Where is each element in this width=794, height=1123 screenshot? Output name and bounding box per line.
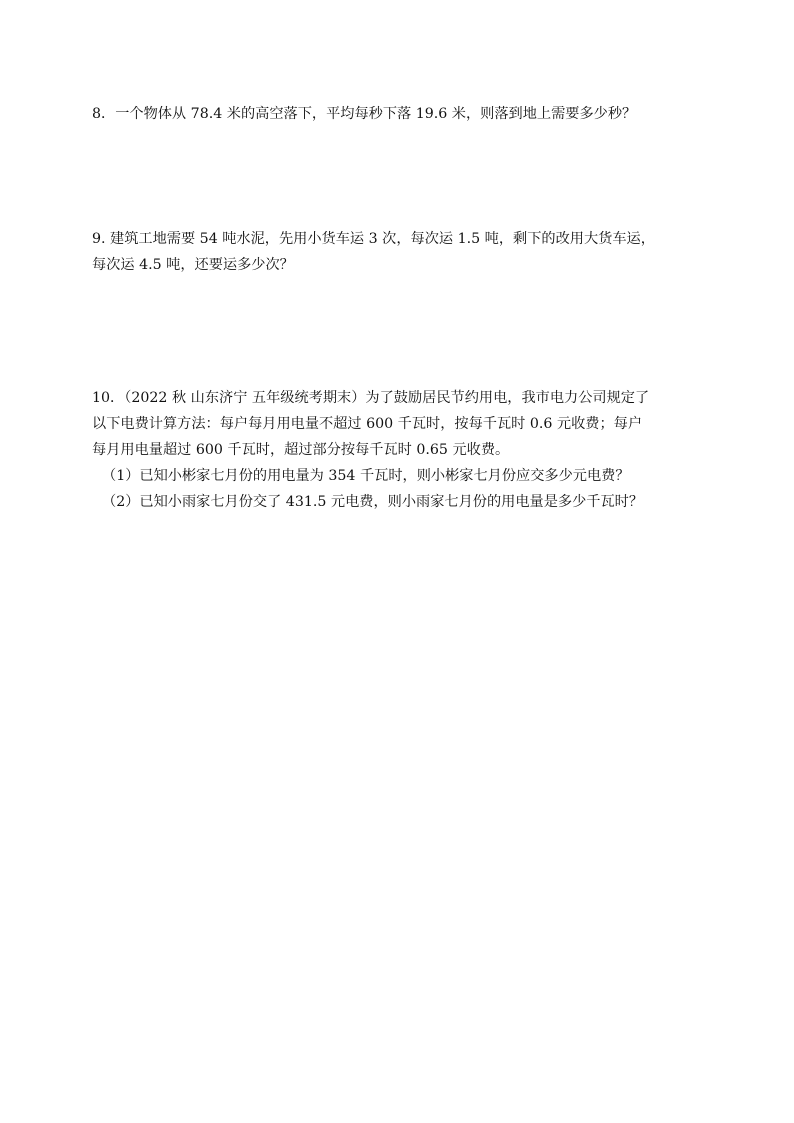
question-9 [92, 226, 712, 278]
question-8-text: 8．一个物体从 78.4 米的高空落下，平均每秒下落 19.6 米，则落到地上需要多少秒？ [92, 106, 637, 122]
question-9-text-line-1: 9. 建筑工地需要 54 吨水泥，先用小货车运 3 次，每次运 1.5 吨，剩下的改用大货车运， [92, 231, 655, 247]
question-10-text-line-2: 以下电费计算方法：每户每月用电量不超过 600 千瓦时，按每千瓦时 0.6 元收费；每户 [92, 416, 643, 432]
question-10-text-line-1: 10．（2022 秋 山东济宁 五年级统考期末）为了鼓励居民节约用电，我市电力公司规定了 [92, 390, 650, 406]
question-9-text-line-2: 每次运 4.5 吨，还要运多少次？ [92, 257, 294, 273]
question-8 [92, 101, 712, 127]
question-10-subquestion-1: （1）已知小彬家七月份的用电量为 354 千瓦时，则小彬家七月份应交多少元电费？ [102, 468, 630, 484]
question-10-text-line-3: 每月用电量超过 600 千瓦时，超过部分按每千瓦时 0.65 元收费。 [92, 442, 510, 458]
question-10 [92, 385, 712, 515]
question-10-subquestion-2: （2）已知小雨家七月份交了 431.5 元电费，则小雨家七月份的用电量是多少千瓦时？ [102, 494, 644, 510]
